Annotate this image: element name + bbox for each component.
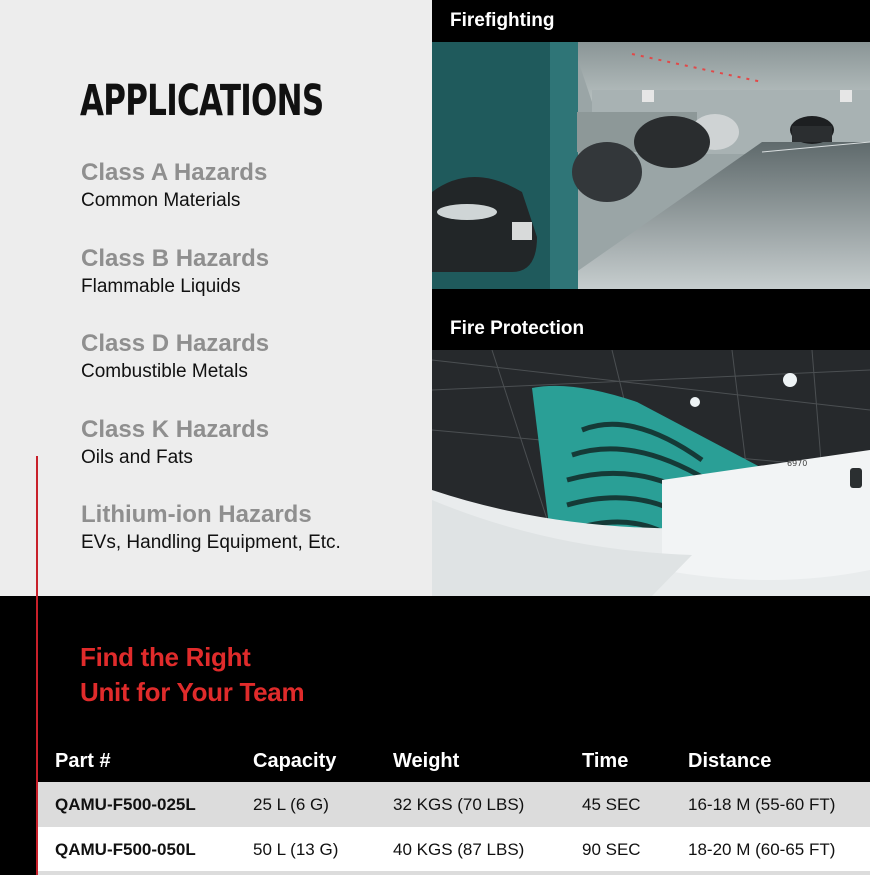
hazard-lithium-ion — [81, 501, 341, 555]
hazard-class-k — [81, 416, 269, 470]
cell-distance: 18-20 M (60-65 FT) — [688, 839, 836, 859]
cell-weight: 32 KGS (70 LBS) — [393, 794, 525, 814]
header-time: Time — [582, 749, 629, 772]
cell-capacity: 50 L (13 G) — [253, 839, 339, 859]
header-capacity: Capacity — [253, 749, 337, 772]
cell-part: QAMU-F500-025L — [55, 794, 196, 814]
specs-table — [38, 740, 870, 872]
hazard-class-b — [81, 245, 269, 299]
applications-title: APPLICATIONS — [80, 76, 324, 126]
cell-distance: 16-18 M (55-60 FT) — [688, 794, 836, 814]
hazard-subtitle: Flammable Liquids — [81, 276, 241, 297]
photo-label-fire-protection: Fire Protection — [432, 308, 870, 350]
cell-weight: 40 KGS (87 LBS) — [393, 839, 525, 859]
parking-garage-image — [432, 42, 870, 289]
hazard-subtitle: Common Materials — [81, 190, 241, 211]
hazard-title: Class K Hazards — [81, 416, 270, 443]
cell-time: 45 SEC — [582, 794, 641, 814]
hazard-class-d — [81, 330, 269, 384]
photo-label-firefighting: Firefighting — [432, 0, 870, 42]
hazard-title: Class A Hazards — [81, 159, 268, 186]
svg-text:6970: 6970 — [787, 459, 808, 468]
parking-garage-photo — [432, 42, 870, 289]
applications-panel — [0, 0, 432, 596]
cta-line-1: Find the Right — [80, 642, 251, 672]
header-part: Part # — [55, 749, 111, 772]
cta-line-2: Unit for Your Team — [80, 677, 305, 707]
table-row — [38, 827, 870, 872]
table-footer-strip — [38, 871, 870, 875]
cell-part: QAMU-F500-050L — [55, 839, 196, 859]
hazard-subtitle: Oils and Fats — [81, 447, 193, 468]
header-distance: Distance — [688, 749, 772, 772]
table-header — [38, 740, 870, 782]
hazard-title: Class B Hazards — [81, 245, 270, 272]
aircraft-hangar-photo — [432, 350, 870, 596]
table-row — [38, 782, 870, 827]
cta-heading — [80, 640, 304, 710]
cell-time: 90 SEC — [582, 839, 641, 859]
hazard-title: Lithium-ion Hazards — [81, 501, 312, 528]
hazard-subtitle: Combustible Metals — [81, 361, 248, 382]
cell-capacity: 25 L (6 G) — [253, 794, 329, 814]
aircraft-hangar-image — [432, 350, 870, 596]
hazard-title: Class D Hazards — [81, 330, 270, 357]
hazard-subtitle: EVs, Handling Equipment, Etc. — [81, 532, 341, 553]
header-weight: Weight — [393, 749, 460, 772]
hazard-class-a — [81, 159, 267, 213]
